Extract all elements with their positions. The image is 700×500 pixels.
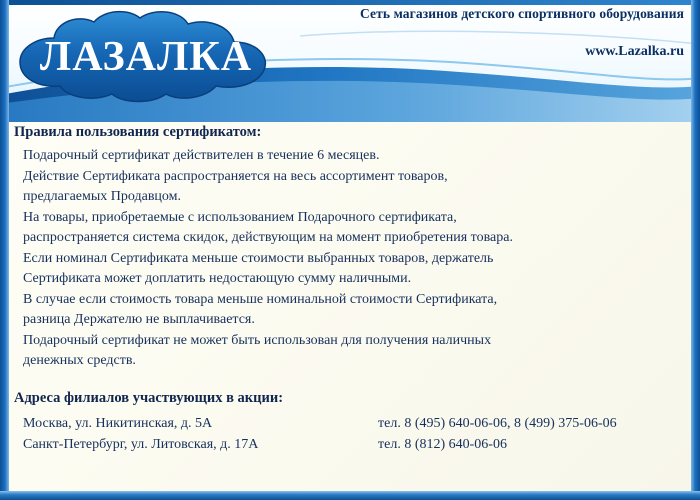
border-bottom	[0, 491, 700, 500]
table-row	[14, 434, 682, 455]
rule-line: Подарочный сертификат действителен в течение 6 месяцев.	[23, 148, 380, 163]
branch-address: Санкт-Петербург, ул. Литовская, д. 17А	[23, 436, 259, 452]
rule-line: Сертификата может доплатить недостающую сумму наличными.	[23, 271, 412, 286]
rule-line: Подарочный сертификат не может быть использован для получения наличных	[23, 332, 492, 348]
rule-line: Если номинал Сертификата меньше стоимости выбранных товаров, держатель	[23, 250, 494, 266]
website-url[interactable]: www.Lazalka.ru	[585, 44, 684, 59]
branches-title: Адреса филиалов участвующих в акции:	[14, 389, 284, 406]
chain-title: Сеть магазинов детского спортивного оборудования	[360, 6, 684, 21]
table-row	[14, 413, 682, 434]
rule-line: Действие Сертификата распространяется на весь ассортимент товаров,	[23, 168, 448, 184]
border-right	[691, 0, 700, 500]
branches-table	[14, 413, 682, 455]
branch-address: Москва, ул. Никитинская, д. 5А	[23, 415, 213, 431]
logo-text: ЛАЗАЛКА	[39, 34, 253, 80]
rule-line: На товары, приобретаемые с использованием Подарочного сертификата,	[23, 209, 457, 225]
rules-title: Правила пользования сертификатом:	[14, 124, 262, 140]
rule-line: В случае если стоимость товара меньше номинальной стоимости Сертификата,	[23, 291, 498, 307]
certificate-body	[0, 118, 700, 455]
header-text-block	[360, 6, 684, 60]
cloud-logo-icon	[8, 8, 288, 108]
rule-line: разница Держателю не выплачивается.	[23, 312, 255, 327]
branch-phone: тел. 8 (812) 640-06-06	[378, 436, 507, 452]
header-banner	[0, 0, 700, 122]
rules-list	[14, 146, 682, 372]
rule-line: распространяется система скидок, действующим на момент приобретения товара.	[23, 230, 513, 245]
rule-line: предлагаемых Продавцом.	[23, 189, 182, 204]
rule-line: денежных средств.	[23, 353, 136, 368]
branch-phone: тел. 8 (495) 640-06-06, 8 (499) 375-06-06	[378, 415, 617, 431]
